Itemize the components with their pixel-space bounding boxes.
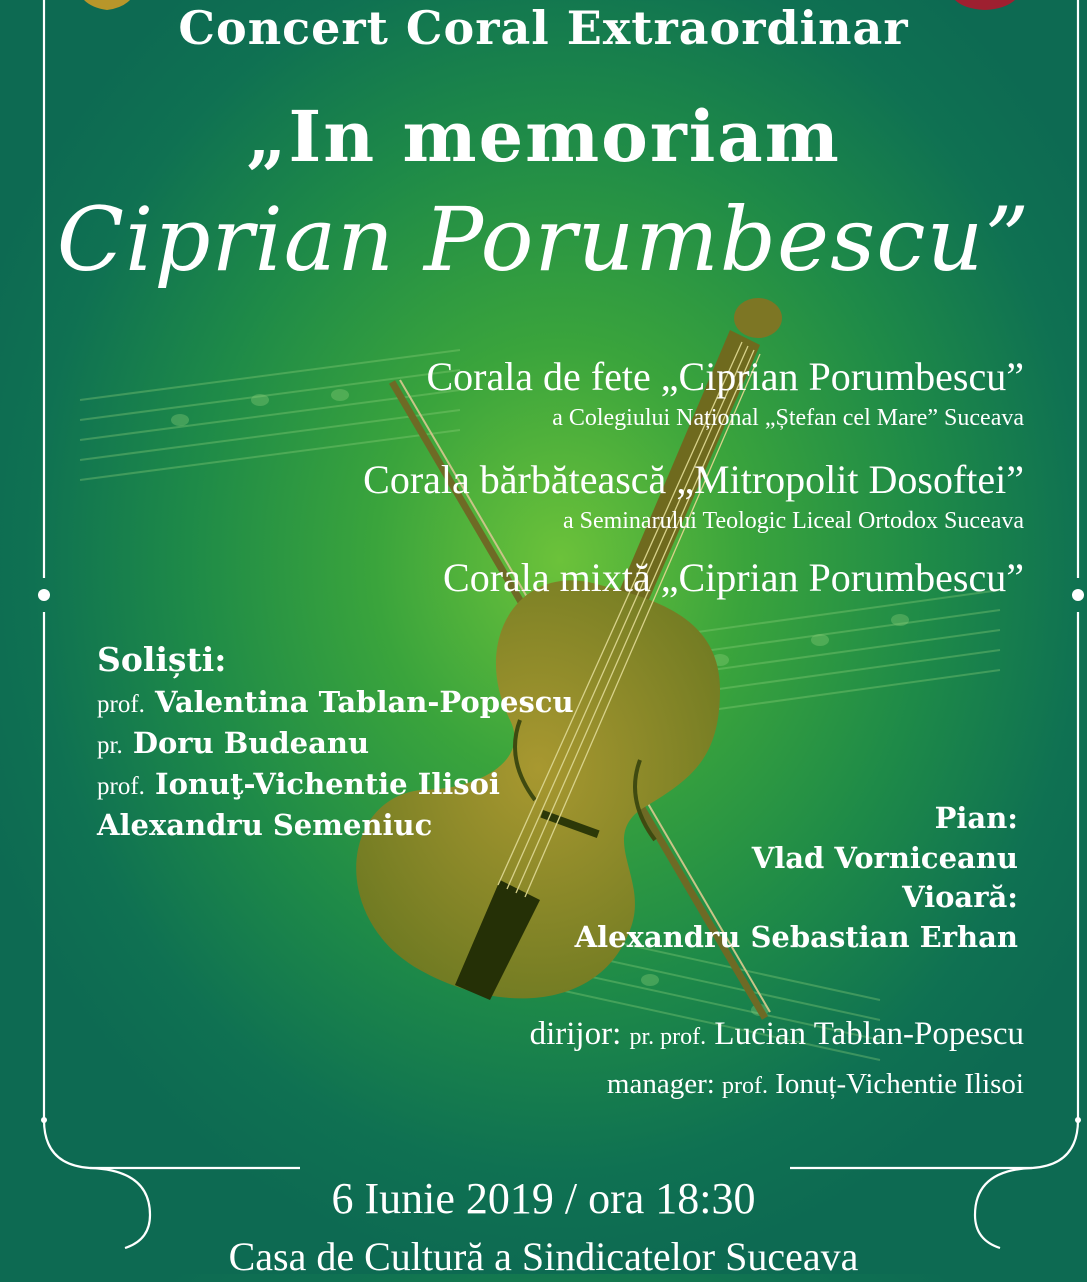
concert-type: Concert Coral Extraordinar xyxy=(178,1,909,55)
page-title: „In memoriam xyxy=(246,95,841,178)
soloists-heading: Soliști: xyxy=(97,640,227,679)
conductor-name: Lucian Tablan-Popescu xyxy=(714,1016,1024,1052)
soloist-1-name: Valentina Tablan-Popescu xyxy=(155,685,574,719)
manager-prefix: prof. xyxy=(722,1073,769,1099)
manager-line xyxy=(607,1064,1024,1106)
choir-2-institution: a Seminarului Teologic Liceal Ortodox Suceava xyxy=(562,508,1024,534)
conductor-line xyxy=(530,1014,1024,1057)
soloist-2-prefix: pr. xyxy=(97,732,123,759)
soloist-2 xyxy=(97,723,369,766)
soloist-3-prefix: prof. xyxy=(97,773,145,800)
event-venue: Casa de Cultură a Sindicatelor Suceava xyxy=(228,1234,859,1279)
manager-label: manager: xyxy=(606,1068,715,1100)
soloist-1-prefix: prof. xyxy=(97,691,145,718)
soloist-4 xyxy=(97,805,432,846)
soloist-2-name: Doru Budeanu xyxy=(132,726,370,760)
manager-name: Ionuț-Vichentie Ilisoi xyxy=(775,1068,1024,1100)
soloist-3 xyxy=(97,764,500,807)
piano-label: Pian: xyxy=(934,801,1018,835)
piano-name: Vlad Vorniceanu xyxy=(751,841,1018,875)
choir-1-institution: a Colegiului Național „Ștefan cel Mare” Suceava xyxy=(552,405,1024,431)
conductor-prefix: pr. prof. xyxy=(629,1024,707,1050)
choir-2-name: Corala bărbătească „Mitropolit Dosoftei” xyxy=(363,457,1024,502)
choir-3-name: Corala mixtă „Ciprian Porumbescu” xyxy=(443,555,1024,600)
choir-1-name: Corala de fete „Ciprian Porumbescu” xyxy=(426,354,1024,399)
conductor-label: dirijor: xyxy=(529,1016,622,1052)
violin-label: Vioară: xyxy=(902,880,1018,914)
event-date-time: 6 Iunie 2019 / ora 18:30 xyxy=(331,1174,756,1223)
violin-name: Alexandru Sebastian Erhan xyxy=(574,920,1018,954)
soloist-3-name: Ionuţ-Vichentie Ilisoi xyxy=(155,767,500,801)
soloist-1 xyxy=(97,682,574,725)
soloist-4-name: Alexandru Semeniuc xyxy=(97,808,433,842)
composer-name-title: Ciprian Porumbescu” xyxy=(56,188,1031,291)
